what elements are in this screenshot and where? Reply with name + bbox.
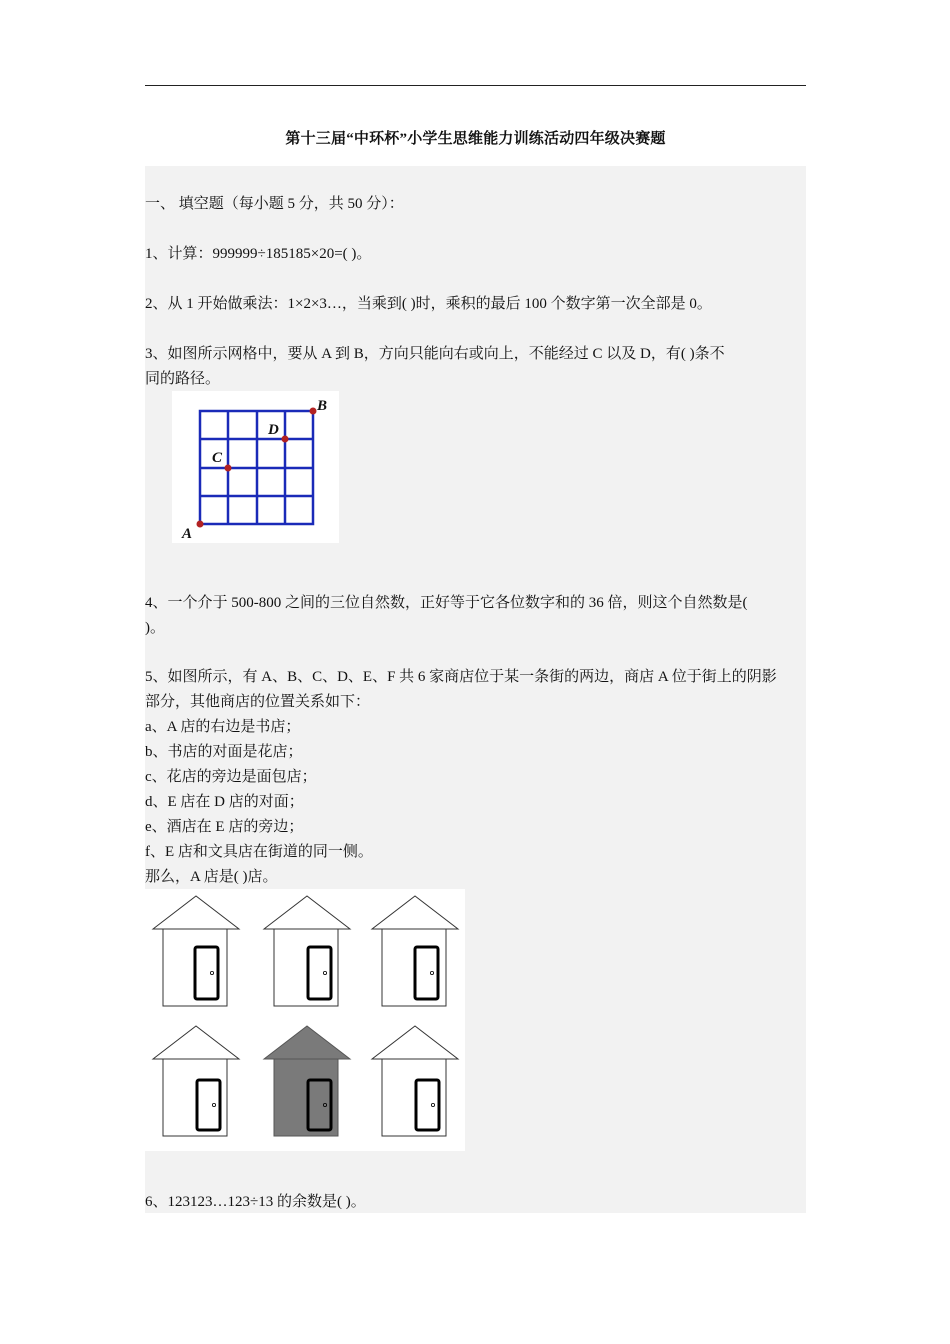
condition-f: f、E 店和文具店在街道的同一侧。 (145, 844, 373, 860)
grid-figure (172, 391, 339, 543)
question-3-line1: 3、如图所示网格中，要从 A 到 B，方向只能向右或向上，不能经过 C 以及 D，有( )条不 (145, 346, 725, 362)
condition-a: a、A 店的右边是书店； (145, 719, 301, 735)
page-title: 第十三届“中环杯”小学生思维能力训练活动四年级决赛题 (285, 131, 666, 147)
header-rule (145, 85, 806, 86)
point-b (310, 408, 317, 415)
question-1: 1、计算：999999÷185185×20=( )。 (145, 246, 372, 262)
question-2: 2、从 1 开始做乘法：1×2×3…，当乘到( )时，乘积的最后 100 个数字第一次全部是 0。 (145, 296, 712, 312)
house-bottom-2-shaded (264, 1026, 350, 1136)
point-d (282, 436, 289, 443)
condition-b: b、书店的对面是花店； (145, 744, 303, 760)
label-a: A (182, 526, 193, 542)
house-top-2 (264, 896, 350, 1006)
question-3-line2: 同的路径。 (145, 371, 221, 387)
point-c (225, 465, 232, 472)
house-bottom-3 (372, 1026, 458, 1136)
question-4-line2: )。 (145, 620, 165, 636)
houses-figure (145, 889, 465, 1151)
question-5-line1: 5、如图所示，有 A、B、C、D、E、F 共 6 家商店位于某一条街的两边，商店 A 位于街上的阴影 (145, 669, 777, 685)
question-5-line2: 部分，其他商店的位置关系如下： (145, 694, 371, 710)
grid-svg (172, 391, 339, 543)
grid-lines (200, 411, 313, 524)
point-a (197, 521, 204, 528)
question-6: 6、123123…123÷13 的余数是( )。 (145, 1194, 366, 1210)
question-5-ask: 那么，A 店是( )店。 (145, 869, 278, 885)
section-heading: 一、 填空题（每小题 5 分，共 50 分）： (145, 196, 404, 212)
houses-svg (145, 889, 465, 1151)
house-top-3 (372, 896, 458, 1006)
house-bottom-1 (153, 1026, 239, 1136)
label-c: C (212, 450, 223, 466)
house-top-1 (153, 896, 239, 1006)
condition-e: e、酒店在 E 店的旁边； (145, 819, 304, 835)
condition-d: d、E 店在 D 店的对面； (145, 794, 304, 810)
condition-c: c、花店的旁边是面包店； (145, 769, 317, 785)
label-b: B (317, 398, 328, 414)
question-4-line1: 4、一个介于 500-800 之间的三位自然数，正好等于它各位数字和的 36 倍，则这个自然数是( (145, 595, 748, 611)
label-d: D (268, 422, 279, 438)
